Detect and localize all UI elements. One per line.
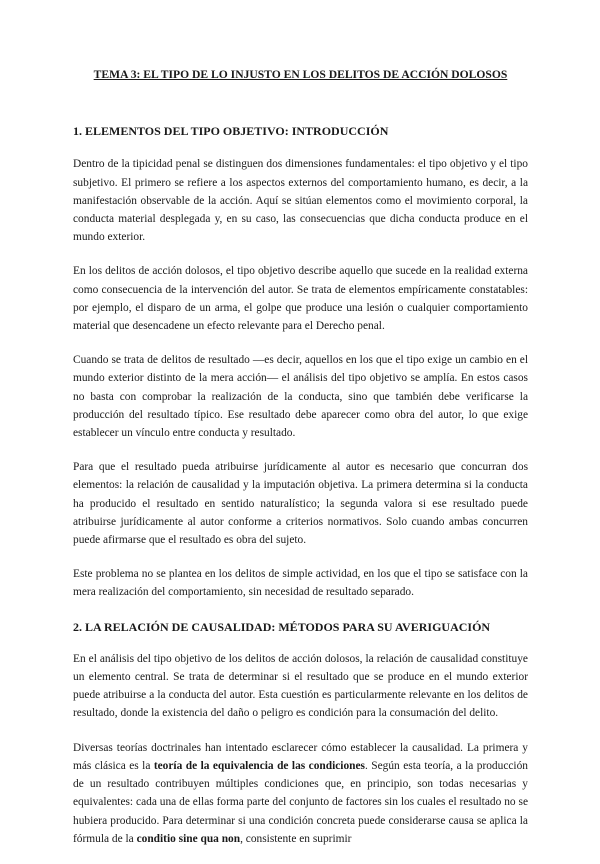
document-title: TEMA 3: EL TIPO DE LO INJUSTO EN LOS DELITOS DE ACCIÓN DOLOSOS [93,68,508,81]
text-run: . Según esta teoría, a la producción de un resultado contribuyen múltiples condiciones que, en principio, son todas necesarias y equivalentes: cada una de ellas forma parte del conjunto de factores sin los cuales el resultado no se hubiera producido. Para determinar si una condición concreta puede considerarse causa se aplica la fórmula de la [73,759,528,845]
section-1-heading: 1. ELEMENTOS DEL TIPO OBJETIVO: INTRODUCCIÓN [73,124,389,139]
text-run: Diversas teorías doctrinales han intentado esclarecer cómo establecer la causalidad. La primera y más clásica es la [73,741,528,772]
bold-term: conditio sine qua non [136,832,241,845]
document-page [73,66,528,864]
paragraph: Cuando se trata de delitos de resultado —es decir, aquellos en los que el tipo exige un cambio en el mundo exterior distinto de la mera acción— el análisis del tipo objetivo se amplía. En estos casos no basta con comprobar la realización de la conducta, sino que también debe verificarse la producción del resultado típico. Ese resultado debe aparecer como obra del autor, lo que exige establecer un vínculo entre conducta y resultado. [73,354,528,440]
paragraph: En el análisis del tipo objetivo de los delitos de acción dolosos, la relación de causalidad constituye un elemento central. Se trata de determinar si el resultado que se produce en el mundo exterior puede atribuirse a la conducta del autor. Esta cuestión es particularmente relevante en los delitos de resultado, donde la existencia del daño o peligro es condición para la consumación del delito. [73,652,528,720]
section-2-heading: 2. LA RELACIÓN DE CAUSALIDAD: MÉTODOS PARA SU AVERIGUACIÓN [73,619,491,634]
paragraph: Este problema no se plantea en los delitos de simple actividad, en los que el tipo se satisface con la mera realización del comportamiento, sin necesidad de resultado separado. [73,568,528,599]
paragraph: Dentro de la tipicidad penal se distinguen dos dimensiones fundamentales: el tipo objetivo y el tipo subjetivo. El primero se refiere a los aspectos externos del comportamiento humano, es decir, a la manifestación observable de la acción. Aquí se sitúan elementos como el movimiento corporal, la conducta material desplegada y, en su caso, las consecuencias que dicha conducta produce en el mundo exterior. [73,158,528,244]
paragraph: Para que el resultado pueda atribuirse jurídicamente al autor es necesario que concurran dos elementos: la relación de causalidad y la imputación objetiva. La primera determina si la conducta ha producido el resultado en sentido naturalístico; la segunda valora si ese resultado puede atribuirse jurídicamente al autor conforme a criterios normativos. Solo cuando ambas concurren puede afirmarse que el resultado es obra del sujeto. [73,461,528,547]
paragraph: En los delitos de acción dolosos, el tipo objetivo describe aquello que sucede en la realidad externa como consecuencia de la intervención del autor. Se trata de elementos empíricamente constatables: por ejemplo, el disparo de un arma, el golpe que produce una lesión o cualquier comportamiento material que desencadene un efecto relevante para el Derecho penal. [73,265,528,333]
bold-term: teoría de la equivalencia de las condiciones [153,759,365,772]
paragraph-with-emphasis [73,739,528,848]
text-run: , consistente en suprimir [240,832,352,845]
